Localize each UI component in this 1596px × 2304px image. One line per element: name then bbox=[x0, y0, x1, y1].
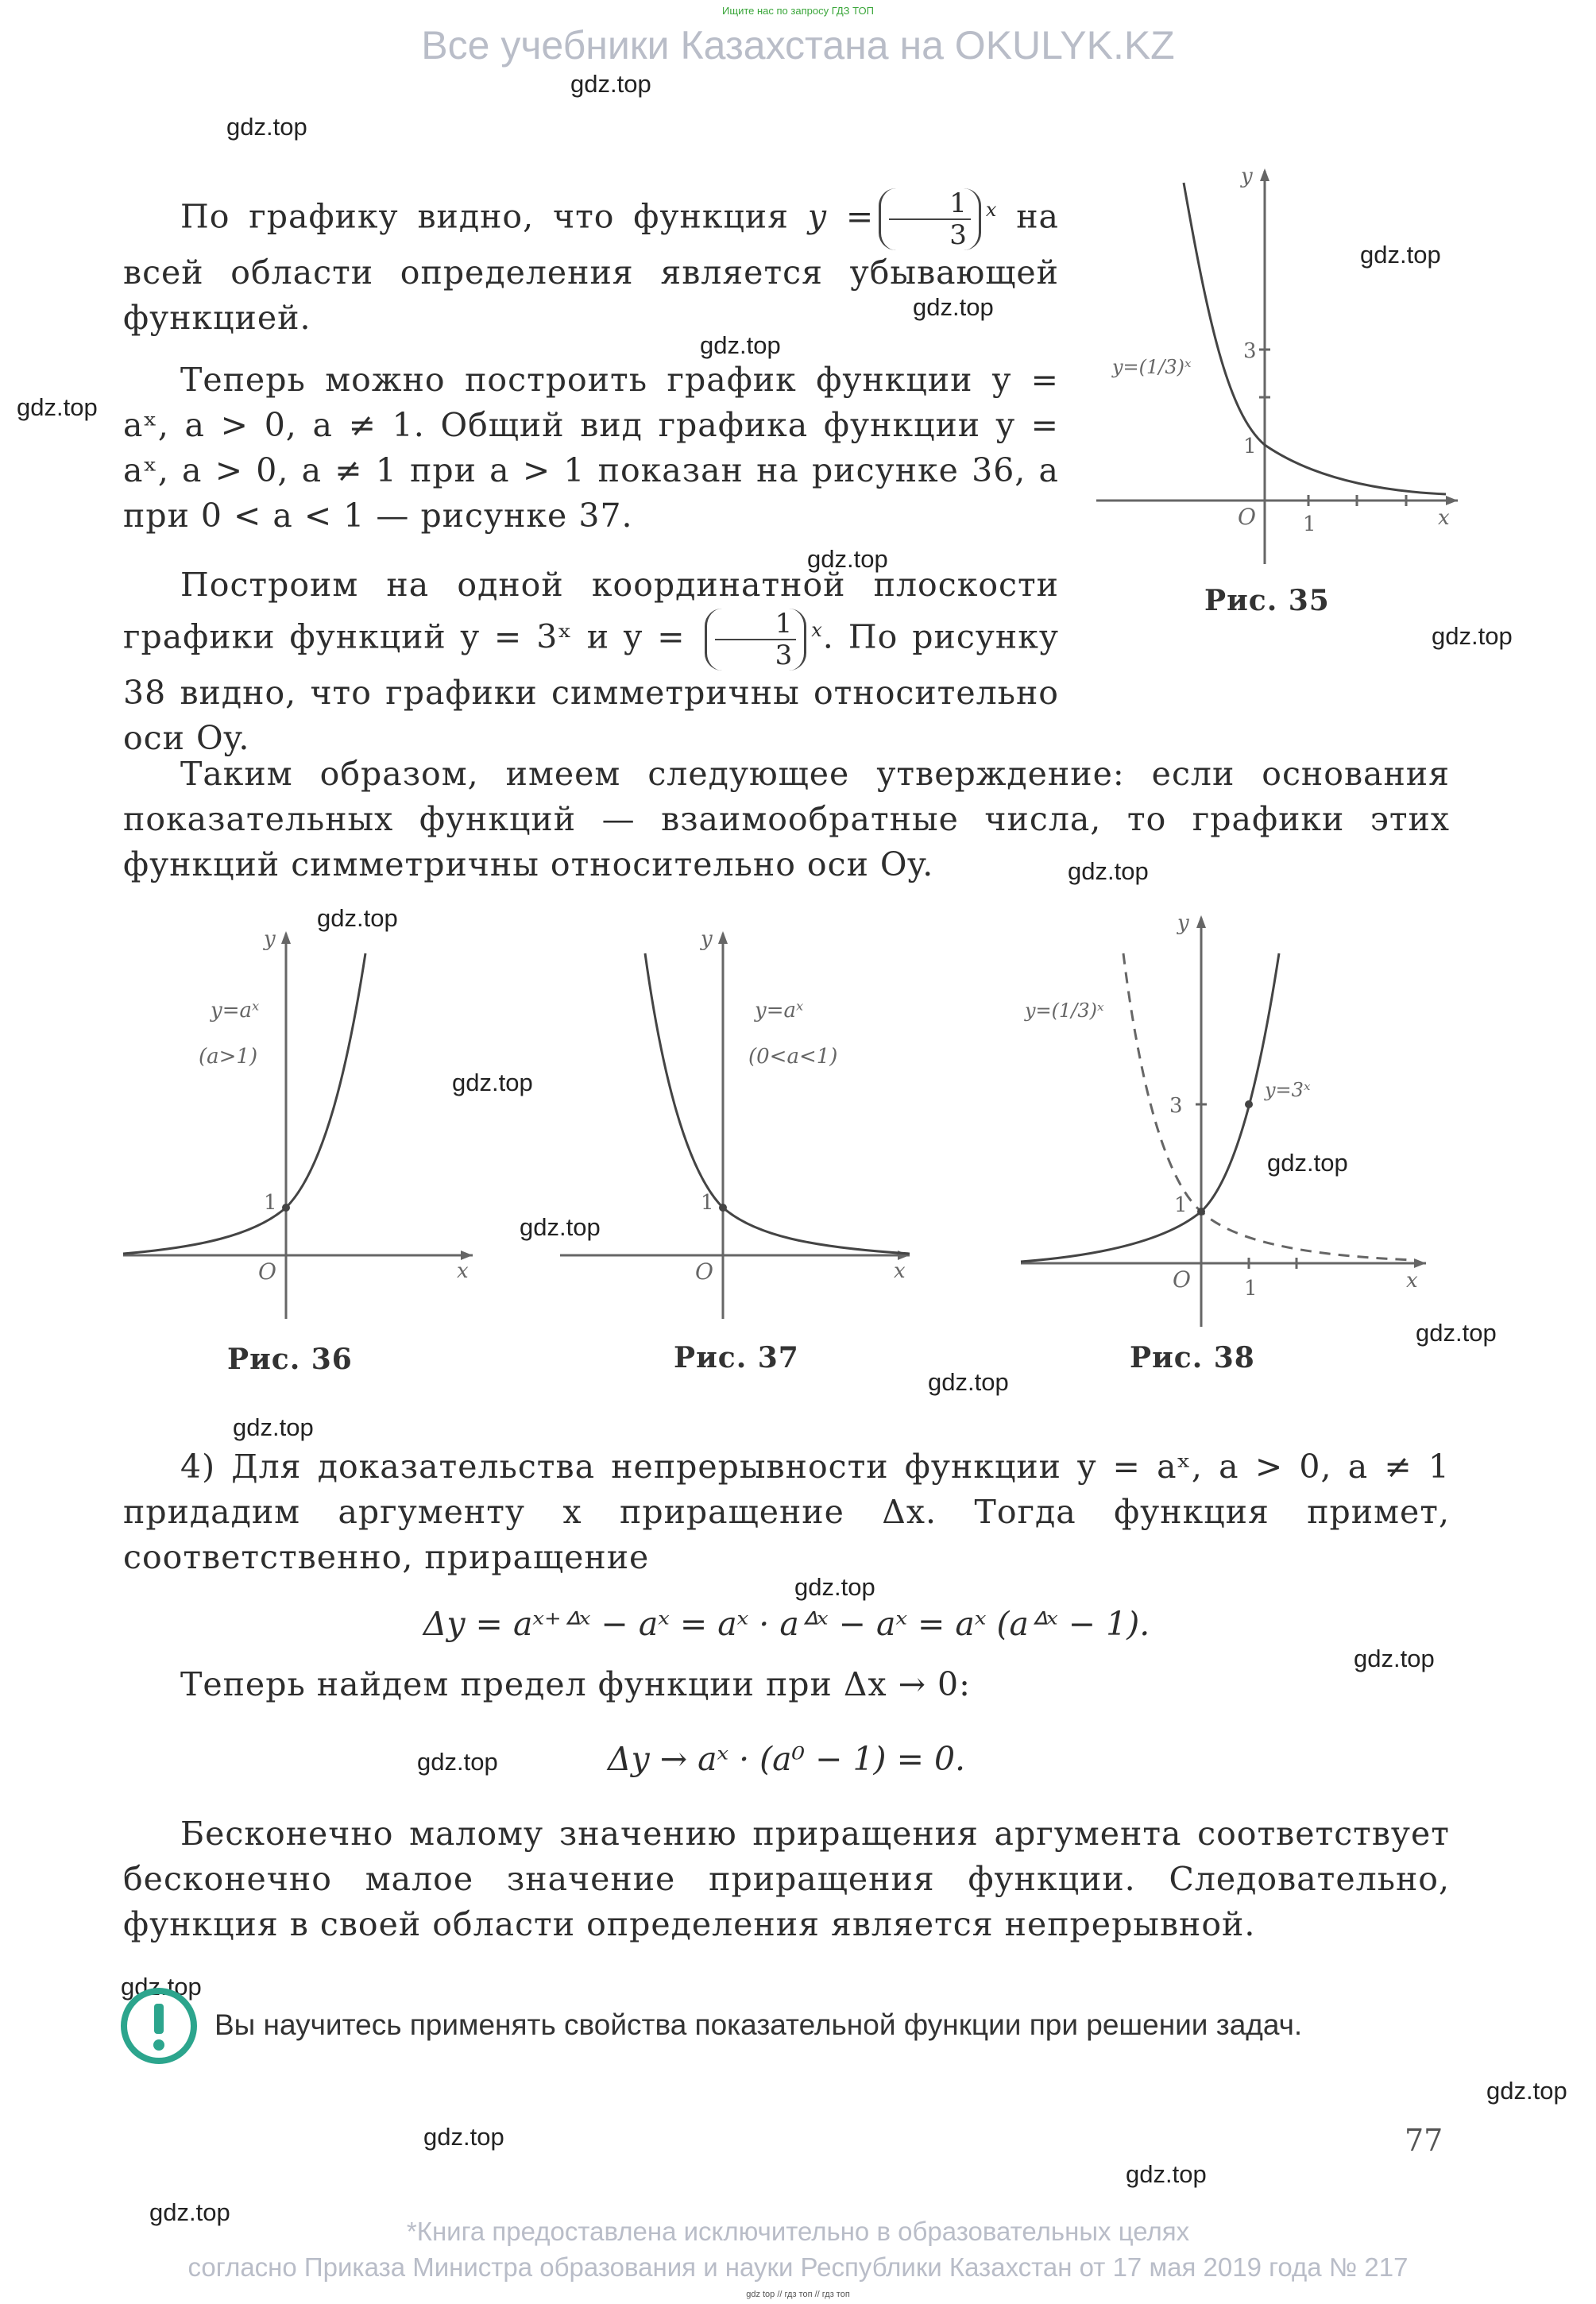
watermark: gdz.top bbox=[520, 1213, 601, 1241]
watermark: gdz.top bbox=[17, 393, 98, 421]
label-tick-1: 1 bbox=[1174, 1193, 1188, 1217]
y-axis-arrow bbox=[1196, 915, 1206, 928]
watermark: gdz.top bbox=[1126, 2160, 1207, 2188]
curve-label: y=aˣ bbox=[211, 999, 260, 1022]
top-search-note: Ищите нас по запросу ГДЗ ТОП bbox=[722, 5, 874, 17]
curve-label-right: y=3ˣ bbox=[1265, 1079, 1311, 1101]
watermark: gdz.top bbox=[928, 1368, 1009, 1396]
exclamation-icon bbox=[119, 1986, 199, 2066]
watermark: gdz.top bbox=[807, 545, 888, 573]
point-0-1 bbox=[282, 1204, 290, 1212]
point-0-1 bbox=[1197, 1208, 1205, 1216]
watermark: gdz.top bbox=[1486, 2077, 1567, 2105]
watermark: gdz.top bbox=[233, 1413, 314, 1441]
footer-line-1: *Книга предоставлена исключительно в образовательных целях bbox=[406, 2217, 1190, 2246]
label-x: x bbox=[1438, 506, 1450, 530]
site-banner[interactable]: Все учебники Казахстана на OKULYK.KZ bbox=[421, 23, 1175, 68]
watermark: gdz.top bbox=[1416, 1319, 1497, 1347]
label-tick-1: 1 bbox=[1243, 435, 1257, 458]
curve-condition: (a>1) bbox=[199, 1045, 258, 1069]
point-1-3 bbox=[1245, 1100, 1253, 1108]
label-y: y bbox=[701, 927, 713, 951]
function-y: y = bbox=[807, 197, 875, 236]
fraction-one-third: $\frac{1}{3}$ bbox=[879, 188, 981, 250]
label-x: x bbox=[894, 1259, 906, 1283]
label-x: x bbox=[457, 1259, 469, 1283]
curve-label: y=aˣ bbox=[755, 999, 804, 1022]
caption-figure-36: Рис. 36 bbox=[227, 1343, 353, 1376]
watermark: gdz.top bbox=[700, 331, 781, 359]
label-tick-1: 1 bbox=[264, 1191, 277, 1215]
curve-condition: (0<a<1) bbox=[748, 1045, 838, 1069]
x-axis-arrow bbox=[1414, 1258, 1426, 1268]
watermark: gdz.top bbox=[794, 1573, 875, 1601]
label-origin: O bbox=[1238, 504, 1256, 530]
watermark: gdz.top bbox=[570, 70, 651, 98]
figure-37-graph bbox=[556, 922, 922, 1335]
page-number: 77 bbox=[1405, 2123, 1443, 2158]
label-origin: O bbox=[695, 1258, 713, 1285]
paragraph-conclusion: Бесконечно малому значению приращения аргумента соответствует бесконечно малое значение приращения функции. Следовательно, функция в своей области определения является непрерывной. bbox=[123, 1815, 1450, 1943]
label-origin: O bbox=[258, 1258, 276, 1285]
paragraph-limit: Теперь найдем предел функции при Δx → 0: bbox=[180, 1665, 971, 1703]
label-x: x bbox=[1406, 1269, 1418, 1293]
point-0-1 bbox=[719, 1204, 727, 1212]
x-axis-arrow bbox=[1446, 496, 1458, 505]
y-axis-arrow bbox=[718, 931, 728, 944]
caption-figure-37: Рис. 37 bbox=[674, 1341, 799, 1374]
footer-line-2: согласно Приказа Министра образования и науки Республики Казахстан от 17 мая 2019 года № 217 bbox=[187, 2252, 1409, 2282]
figure-38-graph bbox=[1017, 906, 1438, 1335]
fraction-one-third: $\frac{1}{3}$ bbox=[705, 609, 807, 671]
learning-note: Вы научитесь применять свойства показательной функции при решении задач. bbox=[214, 2008, 1303, 2041]
label-tick-3: 3 bbox=[1243, 339, 1257, 363]
caption-figure-35: Рис. 35 bbox=[1204, 584, 1330, 617]
curve-one-third-pow-x bbox=[1184, 183, 1446, 494]
watermark: gdz.top bbox=[417, 1748, 498, 1776]
label-origin: O bbox=[1173, 1266, 1191, 1293]
watermark: gdz.top bbox=[913, 293, 994, 321]
watermark: gdz.top bbox=[423, 2123, 504, 2151]
watermark: gdz.top bbox=[1068, 857, 1149, 885]
paragraph-continuity-proof: 4) Для доказательства непрерывности функции y = aˣ, a > 0, a ≠ 1 придадим аргументу x приращение Δx. Тогда функция примет, соответственно, приращение bbox=[123, 1448, 1450, 1576]
label-y: y bbox=[1241, 164, 1253, 188]
watermark: gdz.top bbox=[121, 1973, 202, 2001]
watermark: gdz.top bbox=[452, 1069, 533, 1096]
formula-limit: Δy → aˣ · (a⁰ − 1) = 0. bbox=[607, 1740, 966, 1778]
watermark: gdz.top bbox=[1432, 622, 1513, 650]
formula-increment: Δy = aˣ⁺ᐞˣ − aˣ = aˣ · aᐞˣ − aˣ = aˣ (aᐞˣ − 1). bbox=[423, 1605, 1150, 1643]
curve-label-left: y=(1/3)ˣ bbox=[1025, 999, 1104, 1022]
caption-figure-38: Рис. 38 bbox=[1130, 1341, 1255, 1374]
paragraph-general-form: Теперь можно построить график функции y = aˣ, a > 0, a ≠ 1. Общий вид графика функции y = aˣ, a > 0, a ≠ 1 при a > 1 показан на рисунке 36, а при 0 < a < 1 — рисунке 37. bbox=[123, 361, 1059, 535]
paragraph-symmetric-graphs: Построим на одной координатной плоскости графики функций y = 3ˣ и y = $\frac{1}{3}$ $^x$. По рисунку 38 видно, что графики симметричны относительно оси Oy. bbox=[123, 566, 1059, 758]
watermark: gdz.top bbox=[1267, 1149, 1348, 1177]
label-x-tick-1: 1 bbox=[1303, 512, 1316, 536]
watermark: gdz.top bbox=[1354, 1645, 1435, 1672]
watermark: gdz.top bbox=[149, 2198, 230, 2226]
label-y: y bbox=[264, 927, 276, 951]
watermark: gdz.top bbox=[1360, 241, 1441, 269]
figure-36-graph bbox=[119, 922, 485, 1335]
footer-small-links[interactable]: gdz top // гдз топ // гдз топ bbox=[746, 2290, 850, 2299]
label-y: y bbox=[1177, 911, 1189, 935]
y-axis-arrow bbox=[1260, 168, 1269, 181]
label-tick-1: 1 bbox=[701, 1191, 714, 1215]
label-tick-3: 3 bbox=[1169, 1094, 1183, 1118]
curve-label: y=(1/3)ˣ bbox=[1112, 356, 1192, 378]
y-axis-arrow bbox=[281, 931, 291, 944]
curve-one-third-pow-x bbox=[1123, 953, 1414, 1260]
paragraph-statement: Таким образом, имеем следующее утверждение: если основания показательных функций — взаимообратные числа, то графики этих функций симметричны относительно оси Oy. bbox=[123, 755, 1450, 883]
paragraph-decreasing: По графику видно, что функция y = $\frac{1}{3}$ $^x$ на всей области определения является убывающей функцией. bbox=[123, 187, 1059, 338]
watermark: gdz.top bbox=[226, 113, 307, 141]
label-x-tick-1: 1 bbox=[1244, 1277, 1258, 1301]
watermark: gdz.top bbox=[317, 904, 398, 932]
figure-35-graph bbox=[1088, 159, 1470, 572]
